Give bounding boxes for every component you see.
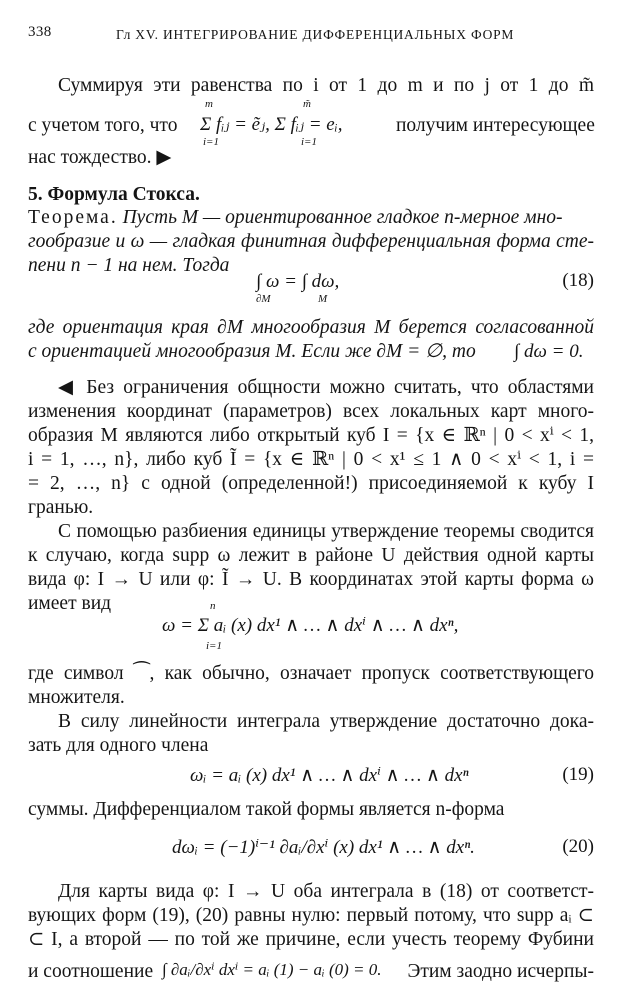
text-fragment: Этим заодно исчерпы- xyxy=(407,961,594,982)
text-line: зать для одного члена xyxy=(28,735,209,756)
inline-formula: ∫ dω = 0. xyxy=(514,341,584,362)
integral-domain: ∂M xyxy=(256,293,271,305)
theorem-label: Теорема. xyxy=(28,207,118,228)
inline-formula: Σ fᵢⱼ = ẽⱼ, Σ fᵢⱼ = eᵢ, xyxy=(200,114,343,135)
sum-limit-lower: i=1 xyxy=(301,136,317,148)
text-line: где символ ⁀, как обычно, означает пропуск соответствующего xyxy=(28,663,594,684)
d-omega-i-formula: dωᵢ = (−1)ⁱ⁻¹ ∂aᵢ/∂xⁱ (x) dx¹ ∧ … ∧ dxⁿ. xyxy=(172,837,475,858)
text-line: изменения координат (параметров) всех локальных карт много- xyxy=(28,401,594,422)
text-line: ◀ Без ограничения общности можно считать, что областями xyxy=(58,377,594,398)
theorem-line xyxy=(28,206,594,230)
text-line: имеет вид xyxy=(28,593,112,614)
text-fragment: получим интересующее xyxy=(396,115,595,136)
omega-i-formula: ωᵢ = aᵢ (x) dx¹ ∧ … ∧ dxⁱ ∧ … ∧ dxⁿ xyxy=(190,765,469,786)
theorem-line: с ориентацией многообразия M. Если же ∂M = ∅, то xyxy=(28,341,476,362)
sum-limit-upper: n xyxy=(210,600,216,612)
sum-limit-upper: m xyxy=(205,98,213,110)
integral-domain: M xyxy=(318,293,328,305)
equation-number: (20) xyxy=(562,836,594,857)
text-fragment: и соотношение xyxy=(28,961,154,982)
text-line: гранью. xyxy=(28,497,94,518)
running-title: Гл XV. ИНТЕГРИРОВАНИЕ ДИФФЕРЕНЦИАЛЬНЫХ ФОРМ xyxy=(116,27,515,42)
sum-limit-upper: m̃ xyxy=(303,98,311,110)
sum-limit-lower: i=1 xyxy=(203,136,219,148)
text-line: образия M являются либо открытый куб I = {x ∈ ℝⁿ | 0 < xⁱ < 1, xyxy=(28,425,594,446)
text-line: вида φ: I → U или φ: Ĩ → U. В координатах этой карты форма ω xyxy=(28,569,594,590)
theorem-line: где ориентация края ∂M многообразия M берется согласованной xyxy=(28,317,594,338)
theorem-line: гообразие и ω — гладкая финитная дифференциальная форма сте- xyxy=(28,231,594,252)
page-number: 338 xyxy=(28,24,52,40)
text-line: Суммируя эти равенства по i от 1 до m и по j от 1 до m̃ xyxy=(58,75,594,96)
theorem-text: Пусть M — ориентированное гладкое n-мерное мно- xyxy=(122,207,563,228)
text-line: ⊂ I, а второй — по той же причине, если учесть теорему Фубини xyxy=(28,929,594,950)
text-line: вующих форм (19), (20) равны нулю: первый потому, что supp aᵢ ⊂ xyxy=(28,905,594,926)
sum-limit-lower: i=1 xyxy=(206,640,222,652)
text-line: С помощью разбиения единицы утверждение теоремы сводится xyxy=(58,521,594,542)
equation-number: (18) xyxy=(562,270,594,291)
stokes-formula: ∫ ω = ∫ dω, xyxy=(256,271,340,292)
equation-number: (19) xyxy=(562,764,594,785)
text-line: множителя. xyxy=(28,687,125,708)
text-fragment: с учетом того, что xyxy=(28,115,178,136)
text-line: к случаю, когда supp ω лежит в районе U действия одной карты xyxy=(28,545,594,566)
theorem-line: пени n − 1 на нем. Тогда xyxy=(28,255,230,276)
text-line: Для карты вида φ: I → U оба интеграла в (18) от соответст- xyxy=(58,881,594,902)
text-line: = 2, …, n} с одной (определенной!) присоединяемой к кубу I xyxy=(28,473,594,494)
fubini-formula: ∫ ∂aᵢ/∂xⁱ dxⁱ = aᵢ (1) − aᵢ (0) = 0. xyxy=(162,960,382,979)
omega-sum-formula: ω = Σ aᵢ (x) dx¹ ∧ … ∧ dxⁱ ∧ … ∧ dxⁿ, xyxy=(162,615,459,636)
section-heading: 5. Формула Стокса. xyxy=(28,184,200,205)
text-line: В силу линейности интеграла утверждение достаточно дока- xyxy=(58,711,594,732)
text-line: i = 1, …, n}, либо куб Ĩ = {x ∈ ℝⁿ | 0 < x¹ ≤ 1 ∧ 0 < xⁱ < 1, i = xyxy=(28,449,594,470)
text-line: нас тождество. ▶ xyxy=(28,147,172,168)
text-line: суммы. Дифференциалом такой формы является n-форма xyxy=(28,799,505,820)
